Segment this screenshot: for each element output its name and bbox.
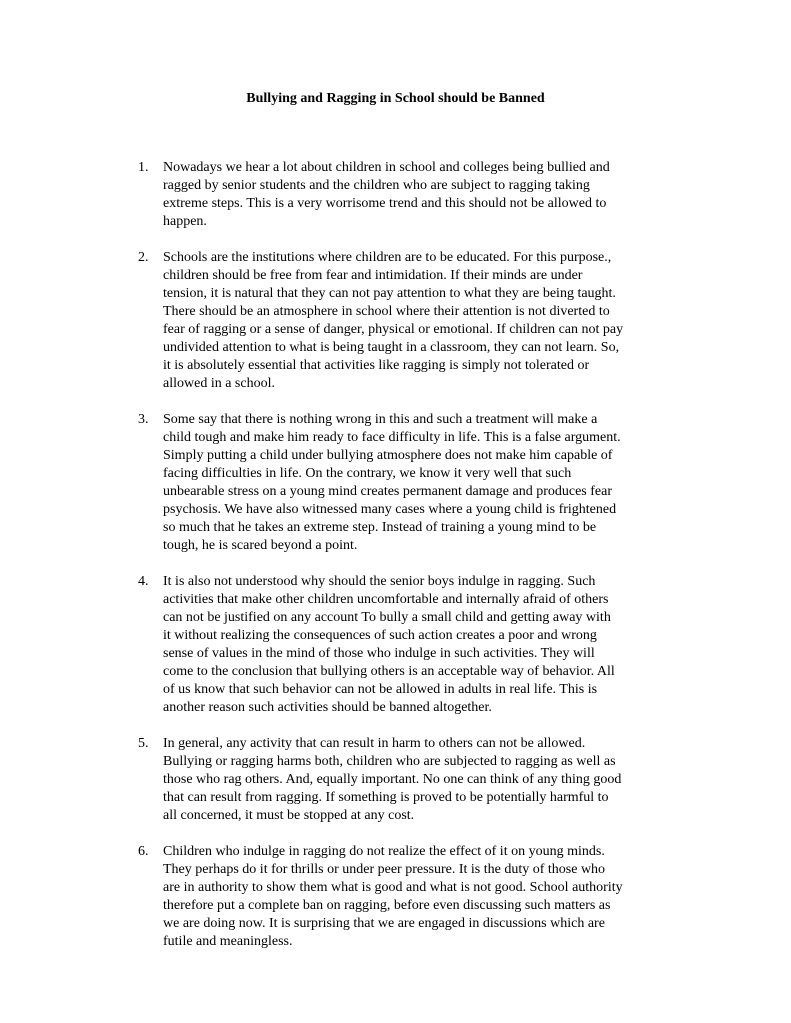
text-line: it without realizing the consequences of such action creates a poor and wrong (163, 628, 597, 643)
list-item (138, 159, 678, 231)
text-line: allowed in a school. (163, 376, 275, 391)
text-line: It is also not understood why should the senior boys indulge in ragging. Such (163, 574, 596, 589)
text-line: undivided attention to what is being taught in a classroom, they can not learn. So, (163, 340, 620, 355)
paragraph-text (163, 411, 678, 555)
paragraph-text (163, 249, 678, 393)
text-line: we are doing now. It is surprising that we are engaged in discussions which are (163, 916, 605, 931)
text-line: it is absolutely essential that activities like ragging is simply not tolerated or (163, 358, 590, 373)
text-line: tension, it is natural that they can not pay attention to what they are being taught. (163, 286, 616, 301)
list-item (138, 735, 678, 825)
text-line: therefore put a complete ban on ragging, before even discussing such matters as (163, 898, 611, 913)
text-line: can not be justified on any account To bully a small child and getting away with (163, 610, 611, 625)
text-line: Children who indulge in ragging do not realize the effect of it on young minds. (163, 844, 605, 859)
list-item-number: 2. (138, 250, 149, 265)
text-line: fear of ragging or a sense of danger, physical or emotional. If children can not pay (163, 322, 624, 337)
text-line: They perhaps do it for thrills or under peer pressure. It is the duty of those who (163, 862, 606, 877)
text-line: psychosis. We have also witnessed many cases where a young child is frightened (163, 502, 617, 517)
text-line: Nowadays we hear a lot about children in school and colleges being bullied and (163, 160, 610, 175)
text-line: facing difficulties in life. On the contrary, we know it very well that such (163, 466, 572, 481)
text-line: those who rag others. And, equally important. No one can think of any thing good (163, 772, 622, 787)
text-line: Bullying or ragging harms both, children who are subjected to ragging as well as (163, 754, 616, 769)
text-line: Simply putting a child under bullying atmosphere does not make him capable of (163, 448, 613, 463)
text-line: come to the conclusion that bullying others is an acceptable way of behavior. All (163, 664, 615, 679)
text-line: tough, he is scared beyond a point. (163, 538, 358, 553)
text-line: all concerned, it must be stopped at any cost. (163, 808, 415, 823)
list-item-number: 5. (138, 736, 149, 751)
list-item-number: 3. (138, 412, 149, 427)
text-line: another reason such activities should be banned altogether. (163, 700, 492, 715)
text-line: futile and meaningless. (163, 934, 293, 949)
text-line: child tough and make him ready to face difficulty in life. This is a false argument. (163, 430, 621, 445)
list-item (138, 249, 678, 393)
list-item (138, 843, 678, 951)
text-line: There should be an atmosphere in school where their attention is not diverted to (163, 304, 610, 319)
text-line: of us know that such behavior can not be allowed in adults in real life. This is (163, 682, 598, 697)
text-line: unbearable stress on a young mind creates permanent damage and produces fear (163, 484, 612, 499)
text-line: children should be free from fear and intimidation. If their minds are under (163, 268, 583, 283)
paragraph-text (163, 159, 678, 231)
list-item (138, 573, 678, 717)
text-line: activities that make other children uncomfortable and internally afraid of others (163, 592, 609, 607)
text-line: so much that he takes an extreme step. Instead of training a young mind to be (163, 520, 597, 535)
paragraph-text (163, 735, 678, 825)
text-line: ragged by senior students and the children who are subject to ragging taking (163, 178, 590, 193)
paragraph-text (163, 573, 678, 717)
text-line: Some say that there is nothing wrong in this and such a treatment will make a (163, 412, 598, 427)
list-item (138, 411, 678, 555)
list-item-number: 4. (138, 574, 149, 589)
text-line: happen. (163, 214, 207, 229)
paragraph-text (163, 843, 678, 951)
text-line: extreme steps. This is a very worrisome trend and this should not be allowed to (163, 196, 607, 211)
text-line: are in authority to show them what is good and what is not good. School authority (163, 880, 623, 895)
text-line: In general, any activity that can result in harm to others can not be allowed. (163, 736, 586, 751)
list-item-number: 1. (138, 160, 149, 175)
text-line: Schools are the institutions where children are to be educated. For this purpose., (163, 250, 612, 265)
list-item-number: 6. (138, 844, 149, 859)
numbered-list (138, 159, 678, 969)
text-line: sense of values in the mind of those who indulge in such activities. They will (163, 646, 595, 661)
text-line: that can result from ragging. If something is proved to be potentially harmful to (163, 790, 609, 805)
document-title: Bullying and Ragging in School should be Banned (246, 91, 545, 106)
